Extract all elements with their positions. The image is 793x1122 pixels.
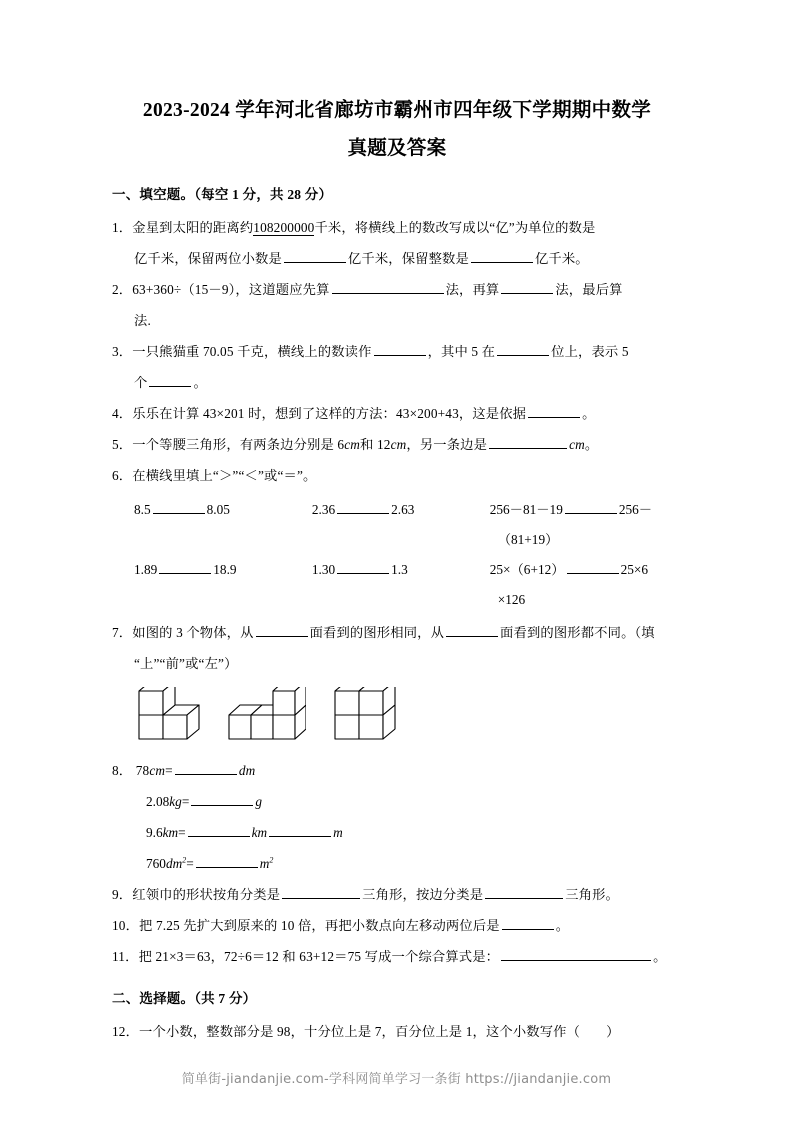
question-9-blank-2[interactable] bbox=[485, 884, 563, 899]
question-3-blank-2[interactable] bbox=[497, 341, 549, 356]
question-8-line-4-sup-from: 2 bbox=[182, 855, 187, 865]
question-8-line-4-unit-from: dm bbox=[165, 856, 183, 871]
question-3 bbox=[112, 336, 682, 398]
question-8-blank-4[interactable] bbox=[196, 853, 258, 868]
question-8-line-3-value: 9.6 bbox=[146, 825, 163, 840]
question-6-cell-1-2-left: 2.36 bbox=[311, 502, 336, 517]
question-8-blank-1[interactable] bbox=[175, 760, 237, 775]
question-7-blank-1[interactable] bbox=[256, 622, 308, 637]
question-3-text-part4: 个 bbox=[134, 375, 148, 390]
question-6-cell-2-1 bbox=[134, 555, 312, 585]
question-5-unit-3: cm bbox=[569, 437, 585, 452]
question-1 bbox=[112, 212, 682, 274]
cube-figure-step bbox=[226, 687, 306, 749]
question-1-text-part2: 千米，将横线上的数改写成以“亿”为单位的数是 bbox=[314, 220, 596, 235]
question-1-text-part5: 亿千米。 bbox=[534, 251, 589, 266]
question-8 bbox=[112, 755, 682, 786]
question-9-text-part3: 三角形。 bbox=[565, 887, 619, 902]
question-8-line-2 bbox=[112, 786, 682, 817]
question-4-blank-1[interactable] bbox=[528, 403, 580, 418]
question-2 bbox=[112, 274, 682, 336]
question-1-number: 1． bbox=[112, 220, 133, 235]
question-6-cell-2-2-left: 1.30 bbox=[311, 562, 336, 577]
question-7-text-part1: 如图的 3 个物体，从 bbox=[132, 625, 254, 640]
question-11 bbox=[112, 941, 682, 972]
question-6-row-2 bbox=[134, 555, 682, 615]
question-10-text-part2: 。 bbox=[555, 918, 570, 933]
page-title-line-2: 真题及答案 bbox=[347, 138, 447, 159]
question-9-number: 9． bbox=[112, 887, 133, 902]
question-9-text-part1: 红领巾的形状按角分类是 bbox=[132, 887, 281, 902]
question-8-line-3 bbox=[112, 817, 682, 848]
question-6-blank-2-2[interactable] bbox=[337, 559, 389, 574]
question-7-figures bbox=[112, 687, 682, 749]
question-7 bbox=[112, 617, 682, 679]
question-3-text-part1: 一只熊猫重 70.05 千克，横线上的数读作 bbox=[132, 344, 372, 359]
question-7-blank-2[interactable] bbox=[446, 622, 498, 637]
question-6-cell-2-3-cont: ×126 bbox=[497, 592, 526, 607]
question-6-cell-2-3-left: 25×（6+12） bbox=[489, 562, 565, 577]
question-6-prompt: 在横线里填上“＞”“＜”或“＝”。 bbox=[132, 468, 317, 483]
question-9-blank-1[interactable] bbox=[282, 884, 360, 899]
question-6-blank-1-3[interactable] bbox=[565, 499, 617, 514]
question-8-line-1-eq: = bbox=[165, 763, 173, 778]
page-content bbox=[112, 92, 682, 1047]
question-5-unit-1: cm bbox=[344, 437, 361, 452]
question-8-line-3-unit-to: km bbox=[251, 825, 268, 840]
question-8-line-2-unit-from: kg bbox=[169, 794, 182, 809]
question-12-number: 12． bbox=[112, 1024, 140, 1039]
question-4-text-part1: 乐乐在计算 43×201 时，想到了这样的方法：43×200+43，这是依据 bbox=[132, 406, 527, 421]
question-9-text-part2: 三角形，按边分类是 bbox=[362, 887, 484, 902]
question-3-number: 3． bbox=[112, 344, 133, 359]
section-heading-multiple-choice: 二、选择题。（共 7 分） bbox=[112, 991, 257, 1006]
question-6-cell-1-3 bbox=[490, 495, 682, 555]
question-6-number: 6． bbox=[112, 468, 133, 483]
question-7-line-2 bbox=[112, 648, 682, 679]
question-1-underlined-number: 108200000 bbox=[253, 220, 315, 235]
question-3-line-2 bbox=[112, 367, 682, 398]
question-5-blank-1[interactable] bbox=[489, 434, 567, 449]
question-5-text-part2: 和 12 bbox=[360, 437, 391, 452]
cube-figure-l-shape bbox=[136, 687, 200, 749]
question-9 bbox=[112, 879, 682, 910]
question-2-number: 2． bbox=[112, 282, 133, 297]
question-7-number: 7． bbox=[112, 625, 133, 640]
question-2-blank-1[interactable] bbox=[332, 279, 444, 294]
question-6-blank-1-1[interactable] bbox=[153, 499, 205, 514]
question-8-line-1-value: 78 bbox=[135, 763, 150, 778]
question-11-number: 11． bbox=[112, 949, 139, 964]
question-8-line-4 bbox=[112, 848, 682, 879]
question-4-text-part2: 。 bbox=[582, 406, 596, 421]
question-5-text-part4: 。 bbox=[584, 437, 599, 452]
question-2-blank-2[interactable] bbox=[501, 279, 553, 294]
question-5 bbox=[112, 429, 682, 460]
question-3-blank-3[interactable] bbox=[149, 372, 191, 387]
question-6-cell-1-2 bbox=[312, 495, 490, 525]
question-1-blank-1[interactable] bbox=[284, 248, 346, 263]
question-2-text-part3: 法，最后算 bbox=[555, 282, 623, 297]
question-8-number: 8． bbox=[112, 763, 133, 778]
question-8-line-3-unit-to2: m bbox=[333, 825, 343, 840]
question-8-line-2-value: 2.08 bbox=[146, 794, 170, 809]
question-8-line-4-unit-to: m bbox=[259, 856, 270, 871]
question-7-text-part4: “上”“前”或“左”） bbox=[134, 656, 238, 671]
footer-watermark: 简单街-jiandanjie.com-学科网简单学习一条街 https://jiandanjie.com bbox=[181, 1072, 612, 1087]
question-8-blank-2[interactable] bbox=[191, 791, 253, 806]
question-8-line-3-unit-from: km bbox=[162, 825, 179, 840]
question-5-text-part1: 一个等腰三角形，有两条边分别是 6 bbox=[132, 437, 345, 452]
question-6 bbox=[112, 460, 682, 491]
question-6-comparison-grid bbox=[112, 495, 682, 615]
question-3-text-part3: 位上，表示 5 bbox=[551, 344, 629, 359]
question-6-cell-2-3-right: 25×6 bbox=[620, 562, 649, 577]
question-10-text-part1: 把 7.25 先扩大到原来的 10 倍，再把小数点向左移动两位后是 bbox=[139, 918, 500, 933]
question-6-cell-2-1-right: 18.9 bbox=[213, 562, 237, 577]
question-2-text-part4: 法. bbox=[134, 313, 151, 328]
question-7-text-part2: 面看到的图形相同，从 bbox=[309, 625, 445, 640]
question-4-number: 4． bbox=[112, 406, 133, 421]
question-3-text-part2: ，其中 5 在 bbox=[427, 344, 496, 359]
question-1-text-part1: 金星到太阳的距离约 bbox=[132, 220, 254, 235]
section-heading-fill-in-blank: 一、填空题。（每空 1 分，共 28 分） bbox=[112, 187, 333, 202]
question-8-line-2-unit-to: g bbox=[255, 794, 262, 809]
question-6-cell-1-3-right: 256－ bbox=[618, 502, 653, 517]
page-title-line-1: 2023-2024 学年河北省廊坊市霸州市四年级下学期期中数学 bbox=[142, 100, 652, 121]
question-6-cell-2-2 bbox=[312, 555, 490, 585]
question-1-text-part4: 亿千米，保留整数是 bbox=[347, 251, 469, 266]
question-12 bbox=[112, 1016, 682, 1047]
question-6-cell-2-1-left: 1.89 bbox=[134, 562, 158, 577]
question-1-blank-2[interactable] bbox=[471, 248, 533, 263]
question-5-text-part3: ，另一条边是 bbox=[406, 437, 488, 452]
question-8-line-4-sup-to: 2 bbox=[269, 855, 274, 865]
question-1-text-part3: 亿千米，保留两位小数是 bbox=[134, 251, 282, 266]
question-10-blank-1[interactable] bbox=[502, 915, 554, 930]
question-8-blank-3b[interactable] bbox=[269, 822, 331, 837]
question-8-line-3-eq: = bbox=[178, 825, 186, 840]
question-5-unit-2: cm bbox=[390, 437, 407, 452]
question-8-line-1-unit-from: cm bbox=[149, 763, 166, 778]
question-10 bbox=[112, 910, 682, 941]
question-6-cell-2-3 bbox=[490, 555, 682, 615]
question-3-text-part5: 。 bbox=[193, 375, 207, 390]
question-11-text-part2: 。 bbox=[653, 949, 667, 964]
question-6-cell-1-1 bbox=[134, 495, 312, 525]
question-2-line-2 bbox=[112, 305, 682, 336]
question-8-line-1-unit-to: dm bbox=[238, 763, 256, 778]
question-11-text-part1: 把 21×3＝63，72÷6＝12 和 63+12＝75 写成一个综合算式是： bbox=[138, 949, 500, 964]
question-7-text-part3: 面看到的图形都不同。（填 bbox=[500, 625, 655, 640]
question-3-blank-1[interactable] bbox=[374, 341, 426, 356]
question-6-cell-1-1-right: 8.05 bbox=[206, 502, 230, 517]
question-6-row-1 bbox=[134, 495, 682, 555]
question-6-cell-1-3-cont: （81+19） bbox=[497, 532, 559, 547]
question-2-text-part1: 63+360÷（15－9），这道题应先算 bbox=[132, 282, 330, 297]
question-1-line-2 bbox=[112, 243, 682, 274]
question-6-blank-2-3[interactable] bbox=[567, 559, 619, 574]
question-5-number: 5． bbox=[112, 437, 133, 452]
page-title bbox=[112, 92, 682, 168]
question-6-cell-1-2-right: 2.63 bbox=[391, 502, 415, 517]
question-4 bbox=[112, 398, 682, 429]
question-12-text-part2: ） bbox=[606, 1024, 620, 1039]
question-6-blank-2-1[interactable] bbox=[159, 559, 211, 574]
question-6-cell-1-3-left: 256－81－19 bbox=[489, 502, 563, 517]
question-6-blank-1-2[interactable] bbox=[337, 499, 389, 514]
question-10-number: 10． bbox=[112, 918, 140, 933]
question-8-blank-3a[interactable] bbox=[188, 822, 250, 837]
question-6-cell-1-1-left: 8.5 bbox=[134, 502, 151, 517]
question-12-text-part1: 一个小数，整数部分是 98，十分位上是 7，百分位上是 1，这个小数写作（ bbox=[139, 1024, 581, 1039]
question-8-line-4-value: 760 bbox=[146, 856, 166, 871]
question-2-text-part2: 法，再算 bbox=[445, 282, 500, 297]
question-11-blank-1[interactable] bbox=[501, 946, 651, 961]
question-8-line-2-eq: = bbox=[181, 794, 190, 809]
cube-figure-block bbox=[332, 687, 396, 749]
question-8-line-4-eq: = bbox=[186, 856, 194, 871]
question-6-cell-2-2-right: 1.3 bbox=[391, 562, 408, 577]
